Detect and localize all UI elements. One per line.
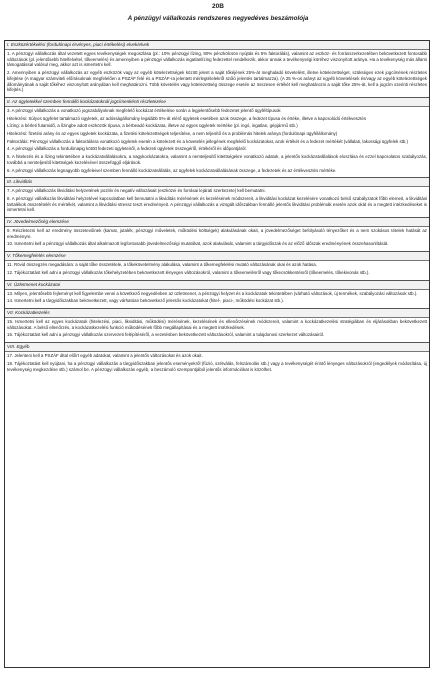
section-business-risks <box>5 281 429 309</box>
paragraph: 12. Tájékoztatást kell adni a pénzügyi vállalkozás tőkehelyzetében bekövetkezett lényeges változásokról, valamint a tőkeemelésről vagy tőkecsökkentésről (tőkeemelés, tőkekivonás stb.). <box>7 269 370 275</box>
section-other <box>5 343 429 376</box>
paragraph: 8. A pénzügyi vállalkozás likviditási helyzetével kapcsolatban kell bemutatni a likviditás mérésének és kezelésének módszereit, a likviditási kockázat kezelésére vonatkozó belső szabályzatok főbb elemeit, a likviditási tartalékok összetételét és mértékét, valamint a likviditási stressz teszt eredményeit. A pénzügyi vállalkozás a vizsgált időszakban fennálló jelentős likviditási problémák esetén azok okát és a megtett intézkedéseket is ismertetni kell. <box>7 195 427 213</box>
section-heading: VI. Üzletmenet kockázatai <box>5 281 429 290</box>
section-risk-management <box>5 309 429 343</box>
section-heading: II. Az ügyletekkel szemben fennálló kockázatoknál jogcímenkénti részletezése <box>5 98 429 107</box>
section-heading: VIII. Egyéb <box>5 343 429 352</box>
paragraph: 10. Ismertetni kell a pénzügyi vállalkozás által alkalmazott legfontosabb jövedelmezőségi mutatókat, azok alakulását, valamint a tárgyidőszak és az előző időszak eredményének összehasonlítását. <box>7 241 389 247</box>
section-valuation <box>5 41 429 98</box>
paragraph: Hitelezési: Súlyos ügyfelet tartalmazó ügyletek, az adósságállomány legalább 5%-át elérő ügyletek esetében azok összege, a fedezet típusa és értéke, illetve a kapcsolódó értékvesztés <box>7 115 367 121</box>
section-profitability <box>5 218 429 252</box>
paragraph: 16. Tájékoztatást kell adni a pénzügyi vállalkozás szervezeti felépítéséről, a vezetésben bekövetkezett változásokról, valamint a tulajdonosi szerkezet változásairól. <box>7 332 325 338</box>
paragraph: 4. A pénzügyi vállalkozás a fordulónapig kötött fedezeti ügyleteiről, a fedezeti ügyletek összegéről, értékéről és időpontjáról. <box>7 146 247 152</box>
document-title: A pénzügyi vállalkozás rendszeres negyedéves beszámolója <box>127 15 309 22</box>
paragraph: 1. A pénzügyi vállalkozás által vezetett egyes tevékenységek megoszlása (pl.: 10% pénzügyi lízing, 90% pénzkölcsön nyújtás és 5% faktorálás), valamint az eszköz- és forrásszerkezetében bekövetkezett fontosabb változások (pl. jelentősebb hitelfelvétel, tőkeemelés) és amennyiben a pénzügyi vállalkozás ingatlanlízing fedezettel rendelkezik, akkor annak a tevékenységi köréhez viszonyított aránya. Ha a tevékenység más állami támogatással valósul meg, akkor azt is ismertetni kell. <box>7 51 427 68</box>
paragraph: 11. Rövid összegzés megadására: a saját tőke összetétele, a tőkekövetelmény alakulása, valamint a tőkemegfelelési mutató változásának okai és azok hatása. <box>7 262 317 268</box>
report-table <box>4 40 430 668</box>
paragraph: 3. A pénzügyi vállalkozás a vonatkozó jogszabályoknak megfelelő kockázat értékelése során a legjelentősebb fedezetet jelentő ügyféltípusok <box>7 107 281 113</box>
section-liquidity <box>5 178 429 218</box>
paragraph: 13. Milyen, jelentősebb fejleményt kell figyelembe venni a következő negyedévben az üzletmenet, a pénzügyi helyzet és a kockázatok tekintetében (várható változások, új termékek, szabályozási változások stb.). <box>7 290 418 296</box>
paragraph: 17. Jelenteni kell a PSZÁF által előírt egyéb adatokat, valamint a jelentős változásokat és azok okait. <box>7 353 203 359</box>
section-heading: IV. Jövedelmezőség elemzése <box>5 218 429 227</box>
paragraph: 2. Amennyiben a pénzügyi vállalkozás az egyéb eszközök vagy az egyéb kötelezettségek között jelent a saját tőkéjének 25%-át meghaladó követelést, illetve kötelezettséget, szükséges ezek jogcímének részletes kifejtése (A magyar számviteli előírásoknak megfelelően a PSZÁF felé és a PSZÁF-ra jelentett mérlegtételekről szóló jelentés tartalmazza). (A 25 %-os arányt az egyéb követelések és/vagy az egyéb kötelezettségek állományának a saját tőkéhez viszonyított arányában kell meghatározni. Több követelés vagy kötelezettség összege esetén az összesen értékét kell meghatározni a saját tőke 25%-át, kell a jogcím szerinti részletes kifejtés.) <box>7 70 427 93</box>
paragraph: Hitelezési: fizetési arány és az egyes ügyletek kockázata, a fizetési kötelezettségek teljesítése, a nem teljesítő és a problémás hitelek aránya (fordulónapi ügyfélállomány) <box>7 131 338 137</box>
paragraph: 7. A pénzügyi vállalkozás likviditási helyzetének pozitív és negatív változásait (eszközei és forrásai lejárati szerkezete) kell bemutatni. <box>7 188 266 194</box>
page-number: 20B <box>212 3 224 10</box>
section-heading: III. Likviditás <box>5 178 429 187</box>
section-heading: VII. Kockázatkezelés <box>5 309 429 318</box>
paragraph: 15. Ismertetni kell az egyes kockázatok (hitelezési, piaci, likviditási, működési) mérésének, kezelésének és ellenőrzésének módszereit, valamint a kockázatkezelési stratégiában és eljárásokban bekövetkezett változásokat. A belső ellenőrzés, a kockázatkezelési funkció működésének főbb megállapításai és a megtett intézkedések. <box>7 318 427 330</box>
paragraph: 18. Tájékoztatást kell nyújtani, ha a pénzügyi vállalkozás a tárgyidőszakban jelentős eseményekről (fúzió, szétválás, felszámolás stb.) vagy a tevékenységét érintő lényeges változásokról (engedélyek módosítása, új tevékenység megkezdése stb.) számol be. A pénzügyi vállalkozás egyéb, a beszámoló szempontjából jelentős információkat is közölhet. <box>7 360 427 372</box>
paragraph: 6. A pénzügyi vállalkozás legnagyobb ügyfeleivel szemben fennálló kockázatvállalás, az ügyfelek kockázatvállalásának összege, a fedezetek és az értékvesztés mértéke. <box>7 167 337 173</box>
section-heading: V. Tőkemegfelelés elemzése <box>5 252 429 261</box>
paragraph: Faktorálás: Pénzügyi vállalkozás a faktorálásra vonatkozó ügyletek esetén a kötelezett és a követelés jellegének megfelelő kockázatokat, azok értékét és a fedezet mértékét (vállalati, lakossági ügyfelek stb.) <box>7 138 408 144</box>
paragraph: Lízing: a bérleti futamidő, a lízingbe adott eszközök típusa, a bérbeadó kockázata, illetve az egyes ügyletek mértéke (pl. ingó, ingatlan, gépjármű stb.) <box>7 123 298 129</box>
paragraph: 14. Ismertetni kell a tárgyidőszakban bekövetkezett, vagy várhatóan bekövetkező jelentős kockázatokat (hitel-, piaci-, működési kockázat stb.). <box>7 298 284 304</box>
section-risks <box>5 98 429 178</box>
section-capital <box>5 252 429 280</box>
section-heading: I. Eszközértékelési (fordulónapi érvényes, piaci értékelési) elvek/elvek <box>5 41 429 50</box>
paragraph: 5. A hitelezés és a lízing tekintetében a kockázatvállalásokra, a nagykockázatokra, valamint a nemteljesítő kitettségekre vonatkozó adatok, a jelentős kockázatvállalások eloszlása és ezzel kapcsolatos szabályozás, továbbá a nemteljesítő kitettségek kezelésével összefüggő eljárások. <box>7 154 427 165</box>
paragraph: 9. Részletezni kell az eredmény összetevőinek (kamat, jutalék, pénzügyi műveletek, működési költségek) alakulásának okait, a jövedelmezőséget befolyásoló tényezőket és a nem szokásos tételek hatását az eredményre. <box>7 228 427 239</box>
